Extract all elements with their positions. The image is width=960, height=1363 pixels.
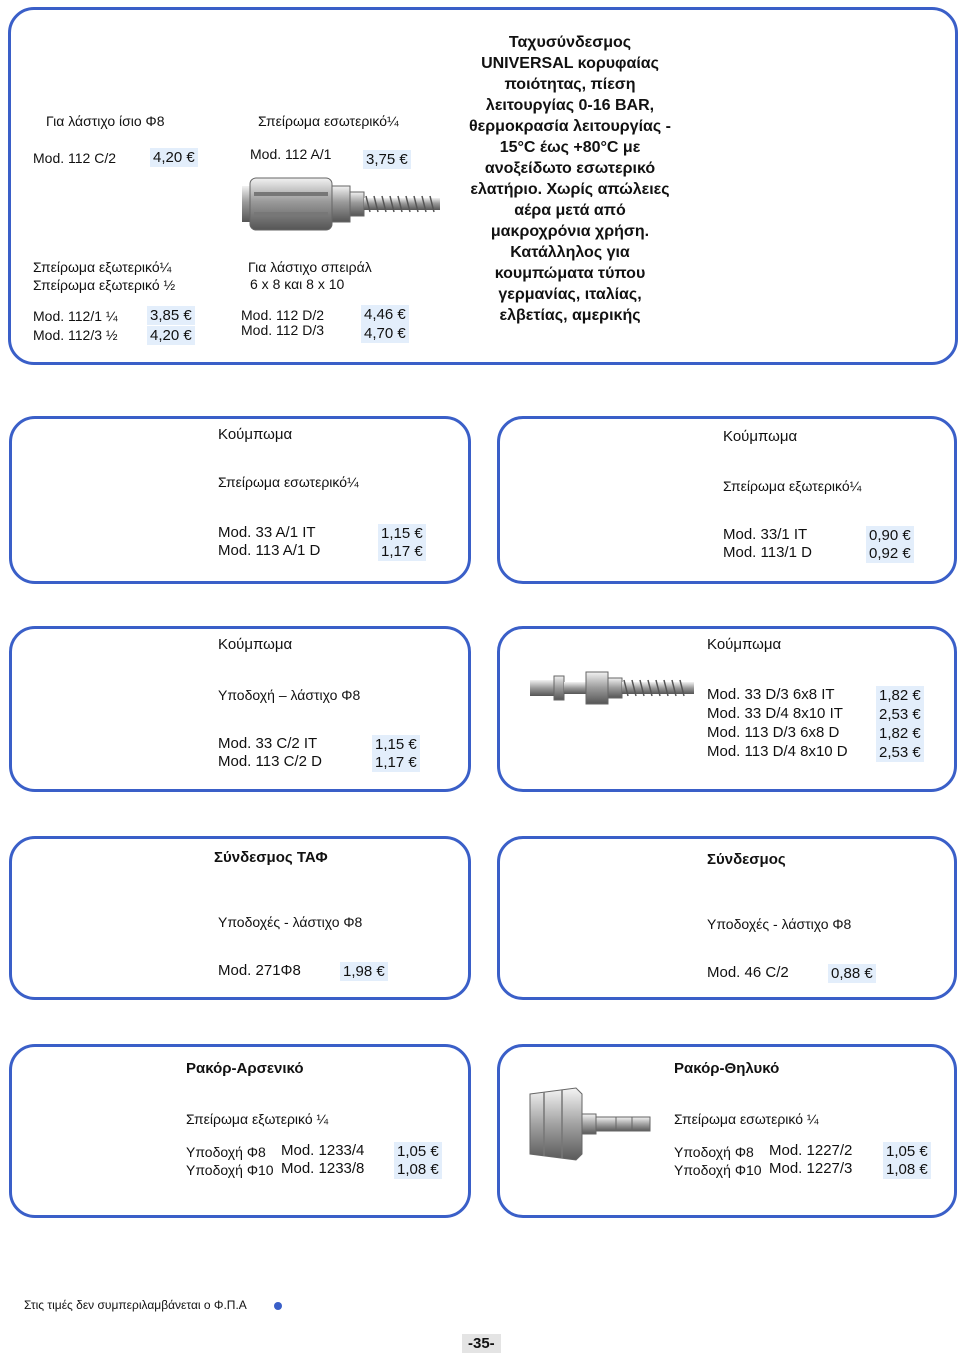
female-fitting-image xyxy=(524,1084,654,1164)
box3-right-r4-model: Mod. 113 D/4 8x10 D xyxy=(707,743,848,760)
box5-left-sub: Σπείρωμα εξωτερικό ¼ xyxy=(186,1111,329,1127)
box3-left-r2-model: Mod. 113 C/2 D xyxy=(218,753,322,770)
box5-left-r2-label: Υποδοχή Φ10 xyxy=(186,1162,274,1178)
box3-right-r2-model: Mod. 33 D/4 8x10 IT xyxy=(707,705,843,722)
box2-right-r1-price: 0,90 € xyxy=(866,526,914,545)
box2-right-sub: Σπείρωμα εξωτερικό¼ xyxy=(723,478,862,494)
box4-right-model: Mod. 46 C/2 xyxy=(707,964,789,981)
box2-left-sub: Σπείρωμα εσωτερικό¼ xyxy=(218,474,359,490)
box3-right-r3-model: Mod. 113 D/3 6x8 D xyxy=(707,724,840,741)
box3-right-title: Κούμπωμα xyxy=(707,636,782,653)
box2-right-r1-model: Mod. 33/1 IT xyxy=(723,526,808,543)
model-112-d3: Mod. 112 D/3 xyxy=(241,322,325,338)
box5-left-r1-model: Mod. 1233/4 xyxy=(281,1142,365,1159)
box3-left-sub: Υποδοχή – λάστιχο Φ8 xyxy=(218,687,361,703)
model-112-d2: Mod. 112 D/2 xyxy=(241,307,325,323)
box2-right-title: Κούμπωμα xyxy=(723,428,798,445)
price-112-c2: 4,20 € xyxy=(150,148,198,167)
box5-right-r1-model: Mod. 1227/2 xyxy=(769,1142,853,1159)
box5-left-r2-model: Mod. 1233/8 xyxy=(281,1160,365,1177)
ext-thread-half: Σπείρωμα εξωτερικό ½ xyxy=(33,277,176,293)
box4-left-title: Σύνδεσμος ΤΑΦ xyxy=(214,849,328,866)
model-112-3: Mod. 112/3 ½ xyxy=(33,327,118,343)
price-112-a1: 3,75 € xyxy=(363,150,411,169)
box5-left-r2-price: 1,08 € xyxy=(394,1160,442,1179)
box5-left-r1-price: 1,05 € xyxy=(394,1142,442,1161)
col2-title: Σπείρωμα εσωτερικό¼ xyxy=(258,113,399,129)
spiral-hose-label: Για λάστιχο σπειράλ xyxy=(248,259,372,275)
box4-left-sub: Υποδοχές - λάστιχο Φ8 xyxy=(218,914,363,930)
box2-left-r2-price: 1,17 € xyxy=(378,542,426,561)
box4-left-model: Mod. 271Φ8 xyxy=(218,962,301,979)
box3-right-r1-price: 1,82 € xyxy=(876,686,924,705)
vat-note: Στις τιμές δεν συμπεριλαμβάνεται ο Φ.Π.Α xyxy=(24,1298,247,1312)
box5-right-sub: Σπείρωμα εσωτερικό ¼ xyxy=(674,1111,819,1127)
box2-right-r2-model: Mod. 113/1 D xyxy=(723,544,812,561)
bullet-icon xyxy=(274,1302,282,1310)
box5-right-r1-price: 1,05 € xyxy=(883,1142,931,1161)
spiral-hose-sizes: 6 x 8 και 8 x 10 xyxy=(250,276,345,292)
price-112-3: 4,20 € xyxy=(147,326,195,345)
box3-right-r3-price: 1,82 € xyxy=(876,724,924,743)
col1-title: Για λάστιχο ίσιο Φ8 xyxy=(46,113,165,129)
box2-left-title: Κούμπωμα xyxy=(218,426,293,443)
product-description: Ταχυσύνδεσμος UNIVERSAL κορυφαίας ποιότητας, πίεση λειτουργίας 0-16 BAR, θερμοκρασία λειτουργίας - 15°C έως +80°C με ανοξείδωτο εσωτερικό ελατήριο. Χωρίς απώλειες αέρα μετά από μακροχρόνια χρήση. Κατάλληλος για κουμπώματα τύπου γερμανίας, ιταλίας, ελβετίας, αμερικής xyxy=(469,34,671,324)
box3-right-r2-price: 2,53 € xyxy=(876,705,924,724)
box3-right-r4-price: 2,53 € xyxy=(876,743,924,762)
box5-left-title: Ρακόρ-Αρσενικό xyxy=(186,1060,304,1077)
box5-left-r1-label: Υποδοχή Φ8 xyxy=(186,1144,266,1160)
box5-right-r2-model: Mod. 1227/3 xyxy=(769,1160,853,1177)
price-112-d2: 4,46 € xyxy=(361,305,409,324)
price-112-1: 3,85 € xyxy=(147,306,195,325)
box5-right-r2-label: Υποδοχή Φ10 xyxy=(674,1162,762,1178)
universal-coupler-image xyxy=(238,172,444,236)
box4-left-price: 1,98 € xyxy=(340,962,388,981)
box2-right-r2-price: 0,92 € xyxy=(866,544,914,563)
box5-right-r2-price: 1,08 € xyxy=(883,1160,931,1179)
spiral-plug-image xyxy=(528,664,698,712)
model-112-1: Mod. 112/1 ¼ xyxy=(33,308,118,324)
model-112-a1: Mod. 112 A/1 xyxy=(250,146,332,162)
box3-right-r1-model: Mod. 33 D/3 6x8 IT xyxy=(707,686,835,703)
box2-left-r1-price: 1,15 € xyxy=(378,524,426,543)
box4-right-sub: Υποδοχές - λάστιχο Φ8 xyxy=(707,916,852,932)
box5-right-title: Ρακόρ-Θηλυκό xyxy=(674,1060,780,1077)
box5-right-r1-label: Υποδοχή Φ8 xyxy=(674,1144,754,1160)
box3-left-r1-model: Mod. 33 C/2 IT xyxy=(218,735,318,752)
box2-left-r2-model: Mod. 113 A/1 D xyxy=(218,542,321,559)
box4-right-price: 0,88 € xyxy=(828,964,876,983)
price-112-d3: 4,70 € xyxy=(361,324,409,343)
page-number: -35- xyxy=(462,1334,501,1353)
model-112-c2: Mod. 112 C/2 xyxy=(33,150,117,166)
box3-left-title: Κούμπωμα xyxy=(218,636,293,653)
box2-left-r1-model: Mod. 33 A/1 IT xyxy=(218,524,316,541)
box3-left-r2-price: 1,17 € xyxy=(372,753,420,772)
box4-right-title: Σύνδεσμος xyxy=(707,851,786,868)
box3-left-r1-price: 1,15 € xyxy=(372,735,420,754)
ext-thread-quarter: Σπείρωμα εξωτερικό¼ xyxy=(33,259,172,275)
